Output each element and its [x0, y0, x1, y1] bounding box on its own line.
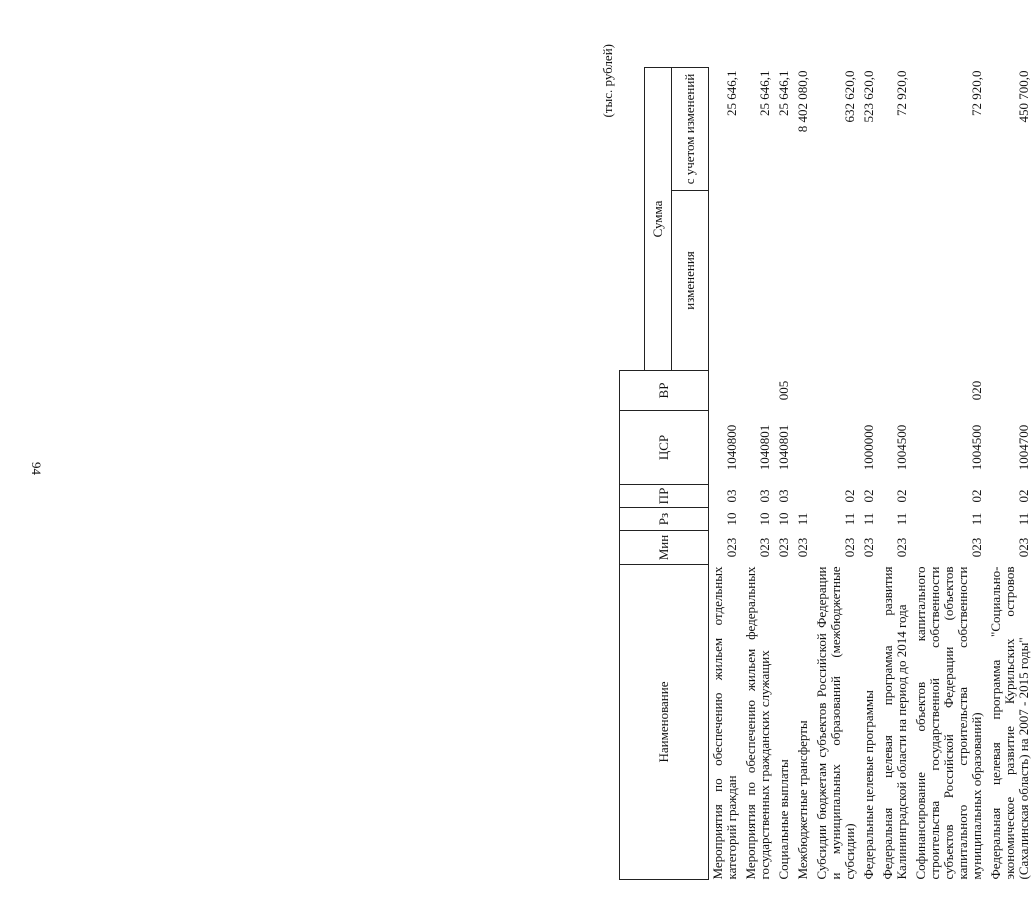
header-vr: ВР	[620, 371, 709, 411]
row-min: 023	[723, 537, 739, 558]
row-csr: 1040801	[756, 424, 772, 471]
row-pr: 02	[968, 489, 984, 503]
rotated-page-content	[600, 40, 1030, 880]
row-vr	[860, 371, 879, 411]
row-pr: 02	[841, 489, 857, 503]
row-csr: 1040801	[775, 424, 791, 471]
row-rz: 11	[968, 512, 984, 526]
row-name: Субсидии бюджетам субъектов Российской Федерации и муниципальных образований (межбюджетные субсидии)	[813, 566, 857, 880]
table-row	[794, 68, 813, 880]
row-min: 023	[775, 537, 791, 558]
row-changes	[813, 191, 860, 371]
row-changes	[860, 191, 879, 371]
table-row	[813, 68, 860, 880]
row-changes	[742, 191, 775, 371]
header-pr: ПР	[620, 485, 709, 508]
row-vr	[742, 371, 775, 411]
row-vr: 005	[775, 380, 791, 401]
row-csr: 1040800	[723, 424, 739, 471]
row-min: 023	[860, 537, 876, 558]
row-min: 023	[794, 537, 810, 558]
row-changes	[708, 191, 742, 371]
row-rz: 11	[860, 512, 876, 526]
row-name: Мероприятия по обеспечению жильем федеральных государственных гражданских служащих	[742, 566, 772, 880]
header-spacer	[620, 191, 645, 371]
row-total: 8 402 080,0	[794, 70, 810, 133]
table-row	[879, 68, 912, 880]
table-row	[860, 68, 879, 880]
table-row	[742, 68, 775, 880]
table-row	[912, 68, 987, 880]
row-vr	[879, 371, 912, 411]
row-min: 023	[756, 537, 772, 558]
row-vr	[813, 371, 860, 411]
row-total: 523 620,0	[860, 70, 876, 123]
table-row	[775, 68, 794, 880]
row-changes	[794, 191, 813, 371]
row-total: 72 920,0	[968, 70, 984, 116]
row-pr: 03	[723, 489, 739, 503]
table-row	[708, 68, 742, 880]
row-name: Социальные выплаты	[775, 759, 791, 880]
table-body	[708, 68, 1034, 880]
row-rz: 11	[794, 512, 810, 526]
row-rz: 10	[756, 512, 772, 526]
row-total: 632 620,0	[841, 70, 857, 123]
row-csr	[813, 411, 860, 485]
row-total: 25 646,1	[775, 70, 791, 116]
row-pr: 03	[756, 489, 772, 503]
row-min: 023	[968, 537, 984, 558]
header-min: Мин	[620, 531, 709, 565]
row-min: 023	[893, 537, 909, 558]
row-rz: 11	[841, 512, 857, 526]
row-name: Межбюджетные трансферты	[794, 720, 810, 880]
header-sum: Сумма	[644, 68, 671, 371]
row-changes	[987, 191, 1034, 371]
row-pr: 03	[775, 489, 791, 503]
row-name: Федеральная целевая программа "Социально-экономическое развитие Курильских островов (Сахалинская область) на 2007 - 2015 годы"	[987, 566, 1031, 880]
row-rz: 10	[775, 512, 791, 526]
row-min: 023	[841, 537, 857, 558]
row-rz: 11	[1015, 512, 1031, 526]
row-name: Федеральные целевые программы	[860, 690, 876, 880]
row-changes	[912, 191, 987, 371]
row-total: 25 646,1	[723, 70, 739, 116]
row-name: Софинансирование объектов капитального строительства государственной собственности субъектов Российской Федерации (объектов капитального строительства собственности муниципальных образований)	[912, 566, 984, 880]
row-pr: 02	[860, 489, 876, 503]
table-header	[620, 68, 709, 880]
header-rz: Рз	[620, 508, 709, 531]
row-min: 023	[1015, 537, 1031, 558]
budget-table	[619, 67, 1034, 880]
row-total: 25 646,1	[756, 70, 772, 116]
row-csr: 1000000	[860, 424, 876, 471]
row-csr: 1004500	[893, 424, 909, 471]
row-name: Мероприятия по обеспечению жильем отдельных категорий граждан	[709, 566, 739, 880]
row-name: Федеральная целевая программа развития Калининградской области на период до 2014 года	[879, 566, 909, 880]
row-csr: 1004500	[968, 424, 984, 471]
header-changes: изменения	[671, 191, 708, 371]
row-vr	[794, 371, 813, 411]
row-vr	[708, 371, 742, 411]
page-number: 94	[29, 462, 44, 475]
row-pr: 02	[1015, 489, 1031, 503]
row-total: 72 920,0	[893, 70, 909, 116]
row-rz: 11	[893, 512, 909, 526]
row-csr	[794, 411, 813, 485]
row-csr: 1004700	[1015, 424, 1031, 471]
row-changes	[775, 191, 794, 371]
row-vr: 020	[968, 380, 984, 401]
row-total: 450 700,0	[1015, 70, 1031, 123]
header-csr: ЦСР	[620, 411, 709, 485]
table-row	[987, 68, 1034, 880]
row-pr: 02	[893, 489, 909, 503]
header-name: Наименование	[620, 565, 709, 880]
header-with-changes: с учетом изменений	[671, 68, 708, 191]
row-changes	[879, 191, 912, 371]
row-pr	[794, 485, 813, 508]
header-spacer	[620, 68, 645, 191]
row-vr	[987, 371, 1034, 411]
units-note: (тыс. рублей)	[600, 44, 615, 118]
row-rz: 10	[723, 512, 739, 526]
